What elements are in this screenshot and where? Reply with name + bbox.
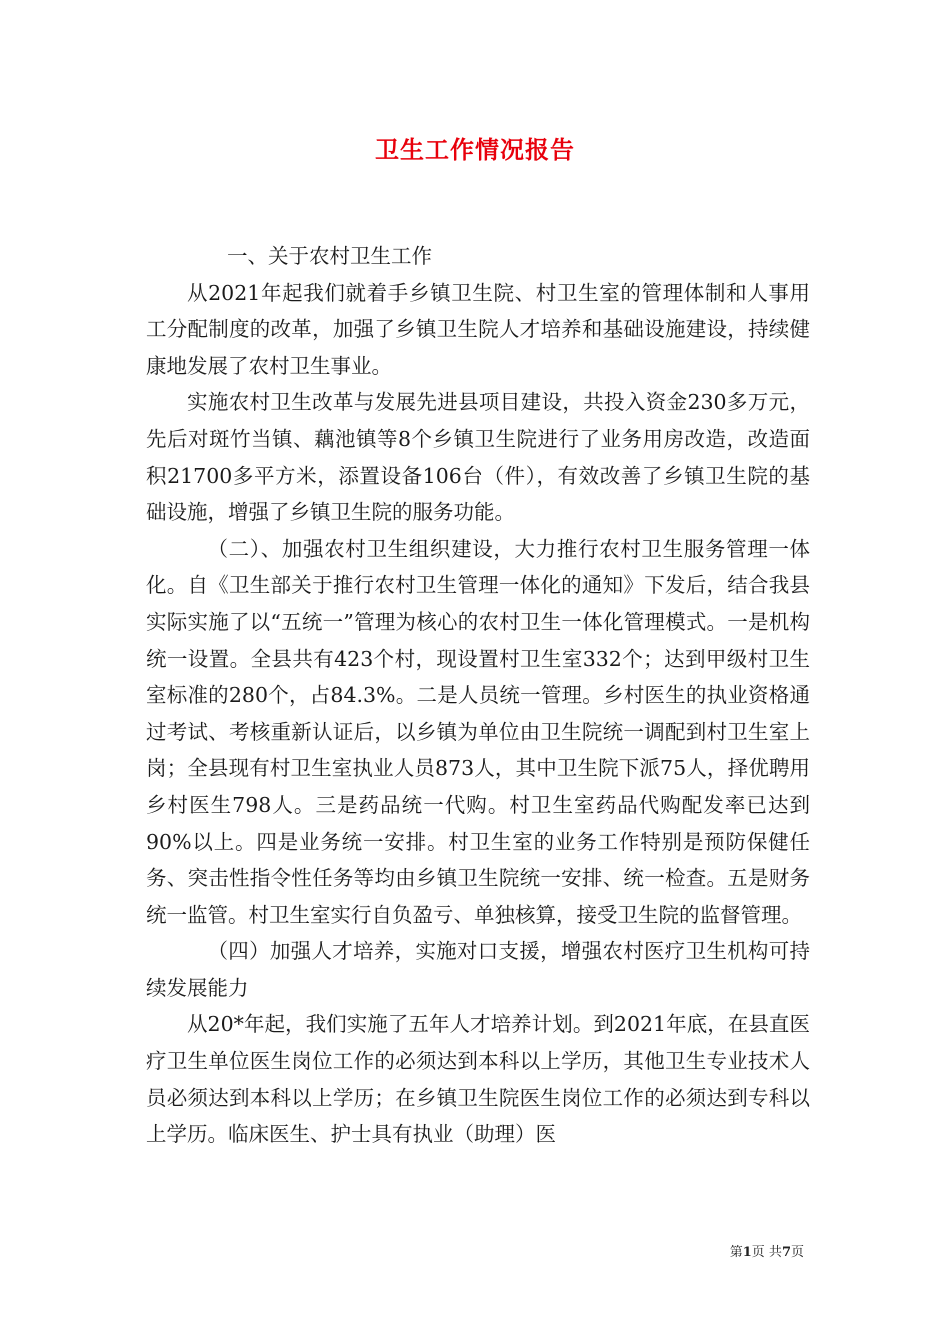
section-heading-rural-health: 一、关于农村卫生工作 xyxy=(226,244,432,268)
total-page-number: 7 xyxy=(781,1245,791,1260)
footer-suffix: 页 xyxy=(790,1245,804,1260)
paragraph-project-investment: 实施农村卫生改革与发展先进县项目建设，共投入资金230多万元，先后对斑竹当镇、藕池镇等8个乡镇卫生院进行了业务用房改造，改造面积21700多平方米，添置设备106台（件），有效改善了乡镇卫生院的基础设施，增强了乡镇卫生院的服务功能。 xyxy=(146,390,810,525)
paragraph-training-plan: 从20*年起，我们实施了五年人才培养计划。到2021年底，在县直医疗卫生单位医生岗位工作的必须达到本科以上学历，其他卫生专业技术人员必须达到本科以上学历；在乡镇卫生院医生岗位工作的必须达到专科以上学历。临床医生、护士具有执业（助理）医 xyxy=(146,1012,810,1147)
document-title: 卫生工作情况报告 xyxy=(375,135,575,164)
current-page-number: 1 xyxy=(742,1245,752,1260)
footer-prefix: 第 xyxy=(729,1245,743,1260)
paragraph-reform-overview: 从2021年起我们就着手乡镇卫生院、村卫生室的管理体制和人事用工分配制度的改革，加强了乡镇卫生院人才培养和基础设施建设，持续健康地发展了农村卫生事业。 xyxy=(146,280,810,378)
section-heading-talent-training: （四）加强人才培养，实施对口支援，增强农村医疗卫生机构可持续发展能力 xyxy=(146,939,810,1000)
footer-middle: 页 共 xyxy=(751,1245,782,1260)
paragraph-integrated-management: （二）、加强农村卫生组织建设，大力推行农村卫生服务管理一体化。自《卫生部关于推行农村卫生管理一体化的通知》下发后，结合我县实际实施了以“五统一”管理为核心的农村卫生一体化管理模式。一是机构统一设置。全县共有423个村，现设置村卫生室332个；达到甲级村卫生室标准的280个，占84.3%。二是人员统一管理。乡村医生的执业资格通过考试、考核重新认证后，以乡镇为单位由卫生院统一调配到村卫生室上岗；全县现有村卫生室执业人员873人，其中卫生院下派75人，择优聘用乡村医生798人。三是药品统一代购。村卫生室药品代购配发率已达到90%以上。四是业务统一安排。村卫生室的业务工作特别是预防保健任务、突击性指令性任务等均由乡镇卫生院统一安排、统一检查。五是财务统一监管。村卫生室实行自负盈亏、单独核算，接受卫生院的监督管理。 xyxy=(146,536,810,927)
page-footer xyxy=(730,1244,804,1262)
document-body xyxy=(146,238,810,1153)
